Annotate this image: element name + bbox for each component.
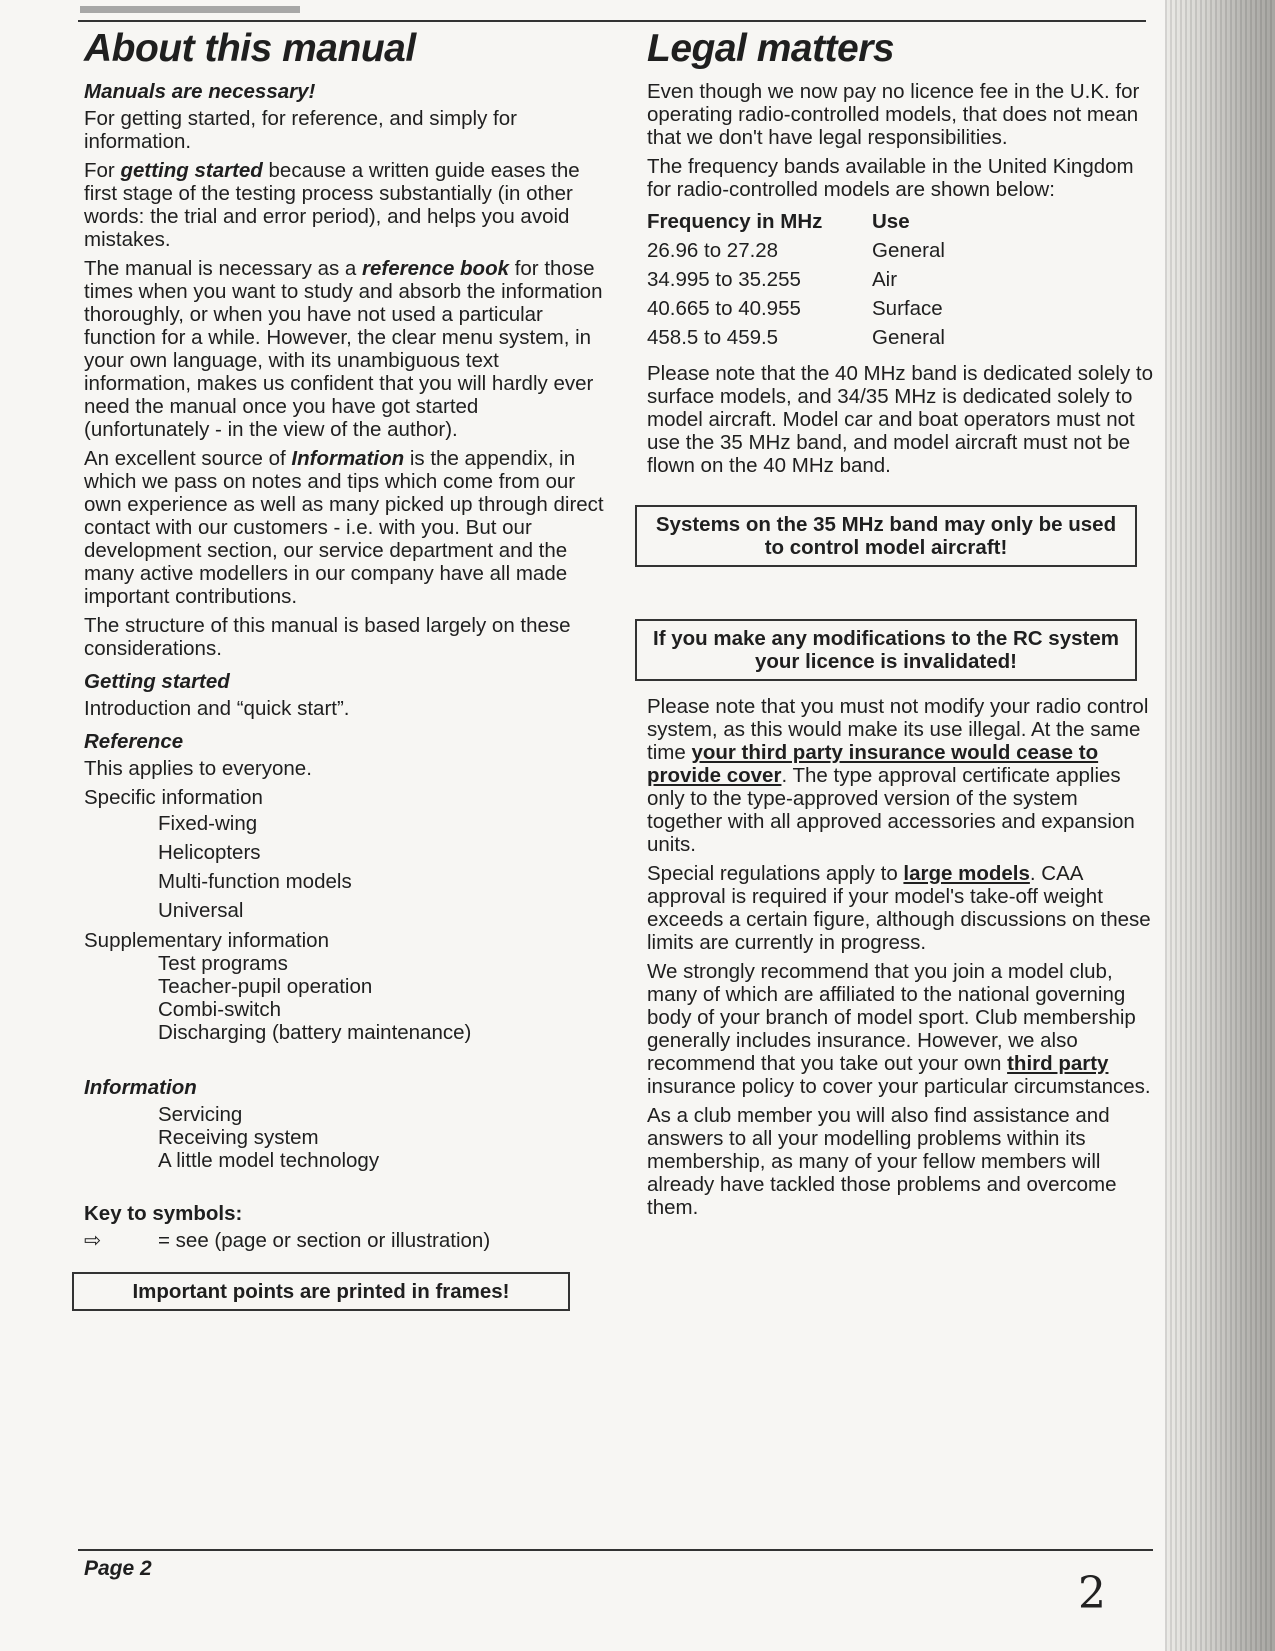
- paragraph: As a club member you will also find assistance and answers to all your modelling problems within its membership, as many of your fellow members will already have tackled those problems and overcome them.: [647, 1104, 1117, 1219]
- paragraph: We strongly recommend that you join a model club, many of which are affiliated to the national governing body of your branch of model sport. Club membership generally includes insurance. However, we also recommend that you take out your own third party insurance policy to cover your particular circumstances.: [647, 960, 1151, 1098]
- paragraph: For getting started because a written guide eases the first stage of the testing process substantially (in other words: the trial and error period), and helps you avoid mistakes.: [84, 159, 580, 251]
- list-item: Teacher-pupil operation: [158, 975, 373, 998]
- legal-matters-column: [647, 24, 1157, 1225]
- information-heading: Information: [84, 1076, 197, 1099]
- list-item: Receiving system: [158, 1126, 319, 1149]
- list-item: Fixed-wing: [158, 812, 258, 835]
- paragraph: For getting started, for reference, and simply for information.: [84, 107, 517, 153]
- scan-edge-shading: [1165, 0, 1275, 1651]
- paragraph: An excellent source of Information is the appendix, in which we pass on notes and tips which come from our own experience as well as many picked up through direct contact with our customers - i.e. with you. But our development section, our service department and the many active modellers in our company have all made important contributions.: [84, 447, 604, 608]
- about-title: About this manual: [84, 27, 416, 70]
- list-item: Combi-switch: [158, 998, 282, 1021]
- getting-started-heading: Getting started: [84, 670, 230, 693]
- supplementary-info-label: Supplementary information: [84, 929, 329, 952]
- list-item: Universal: [158, 899, 244, 922]
- page-number: Page 2: [84, 1557, 152, 1580]
- frequency-table: [647, 207, 945, 352]
- frequency-cell: 458.5 to 459.5: [647, 326, 779, 349]
- getting-started-text: Introduction and “quick start”.: [84, 697, 350, 720]
- list-item: Discharging (battery maintenance): [158, 1021, 472, 1044]
- use-cell: General: [872, 239, 945, 262]
- frequency-cell: 34.995 to 35.255: [647, 268, 801, 291]
- frame-35mhz-note: Systems on the 35 MHz band may only be used to control model aircraft!: [635, 505, 1137, 567]
- frequency-cell: 40.665 to 40.955: [647, 297, 801, 320]
- list-item: Helicopters: [158, 841, 261, 864]
- specific-info-label: Specific information: [84, 786, 263, 809]
- cropped-header-fragment: [80, 6, 300, 13]
- paragraph: Please note that the 40 MHz band is dedicated solely to surface models, and 34/35 MHz is dedicated solely to model aircraft. Model car and boat operators must not use the 35 MHz band, and model aircraft must not be flown on the 40 MHz band.: [647, 362, 1153, 477]
- paragraph: The structure of this manual is based largely on these considerations.: [84, 614, 571, 660]
- frame-modification-note: If you make any modifications to the RC system your licence is invalidated!: [635, 619, 1137, 681]
- paragraph: Please note that you must not modify your radio control system, as this would make its use illegal. At the same time your third party insurance would cease to provide cover. The type approval certificate applies only to the type-approved version of the system together with all approved accessories and expansion units.: [647, 695, 1149, 856]
- necessary-heading: Manuals are necessary!: [84, 80, 316, 103]
- legal-title: Legal matters: [647, 27, 895, 70]
- use-cell: Surface: [872, 297, 943, 320]
- table-row: [647, 323, 945, 352]
- paragraph: The frequency bands available in the United Kingdom for radio-controlled models are shown below:: [647, 155, 1134, 201]
- column-header: Frequency in MHz: [647, 210, 823, 233]
- column-header: Use: [872, 210, 910, 233]
- footer-rule: [78, 1549, 1153, 1551]
- reference-text: This applies to everyone.: [84, 757, 312, 780]
- key-heading: Key to symbols:: [84, 1202, 243, 1225]
- table-header-row: [647, 207, 945, 236]
- list-item: Multi-function models: [158, 870, 352, 893]
- paragraph: The manual is necessary as a reference book for those times when you want to study and absorb the information thoroughly, or when you have not used a particular function for a while. However, the clear menu system, in your own language, with its unambiguous text information, makes us confident that you will hardly ever need the manual once you have got started (unfortunately - in the view of the author).: [84, 257, 603, 441]
- list-item: A little model technology: [158, 1149, 380, 1172]
- arrow-right-icon: ⇨: [84, 1229, 102, 1252]
- header-rule: [78, 20, 1146, 22]
- list-item: Test programs: [158, 952, 288, 975]
- list-item: Servicing: [158, 1103, 243, 1126]
- specific-info-list: [158, 809, 604, 925]
- use-cell: General: [872, 326, 945, 349]
- key-symbol-row: [84, 1229, 604, 1252]
- supplementary-info-list: [158, 952, 604, 1044]
- use-cell: Air: [872, 268, 898, 291]
- table-row: [647, 265, 945, 294]
- information-list: [158, 1103, 604, 1172]
- table-row: [647, 236, 945, 265]
- table-row: [647, 294, 945, 323]
- key-meaning: = see (page or section or illustration): [158, 1229, 491, 1252]
- important-frame-note: Important points are printed in frames!: [72, 1272, 570, 1311]
- paragraph: Even though we now pay no licence fee in the U.K. for operating radio-controlled models, that does not mean that we don't have legal responsibilities.: [647, 80, 1140, 149]
- handwritten-page-mark: 2: [1078, 1568, 1106, 1619]
- paragraph: Special regulations apply to large models. CAA approval is required if your model's take-off weight exceeds a certain figure, although discussions on these limits are currently in progress.: [647, 862, 1151, 954]
- about-manual-column: [84, 24, 604, 1311]
- frequency-cell: 26.96 to 27.28: [647, 239, 779, 262]
- reference-heading: Reference: [84, 730, 184, 753]
